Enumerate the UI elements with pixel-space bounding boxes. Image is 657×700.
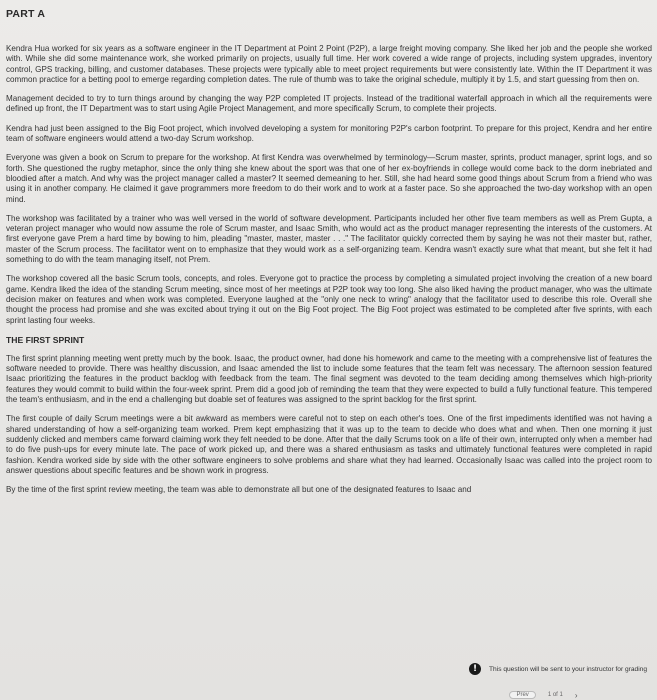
total-pages: 1 [559,692,563,698]
grading-notice [469,663,647,675]
paragraph: The workshop covered all the basic Scrum tools, concepts, and roles. Everyone got to practice the process by completing a simulated project involving the creation of a new board game. Kendra liked the idea of the standing Scrum meeting, since most of her meetings at P2P took way too long. She also liked having the product manager, who was the ultimate decision maker on features and when work was completed. Everyone laughed at the "only one neck to wring" analogy that the facilitator used to describe this role. Overall she thought the process had promise and she was excited about trying it out on the Big Foot project. The Big Foot project was estimated to be completed after five sprints, with each sprint lasting four weeks. [6,274,652,325]
section-heading: THE FIRST SPRINT [6,334,85,345]
paragraph: Kendra Hua worked for six years as a software engineer in the IT Department at Point 2 Point (P2P), a large freight moving company. She liked her job and the people she worked with. While she did some maintenance work, she worked primarily on projects, usually full time. Her work covered a wide range of projects, including system upgrades, inventory control, GPS tracking, billing, and customer databases. These projects were typically able to meet project requirements but were consistently late. Within the IT Department it was common practice for a betting pool to emerge regarding completion dates. The rule of thumb was to take the original schedule, multiply it by 1.5, and start guessing from then on. [6,44,652,84]
part-title: PART A [6,8,46,20]
prev-button[interactable]: Prev [509,691,535,699]
paragraph: The workshop was facilitated by a trainer who was well versed in the world of software development. Participants included her other five team members as well as Prem Gupta, a veteran project manager who would now assume the role of Scrum master, and Isaac Smith, who would act as the product manager representing the interests of the customers. At first everyone gave Prem a hard time by bowing to him, pleading "master, master, master . . ." The facilitator quickly corrected them by saying he was not their master but, rather, master of the Scrum process. The facilitator went on to emphasize that they would work as a self-organizing team. Kendra wasn't exactly sure what that meant, but she felt it had something to do with the team managing itself, not Prem. [6,213,652,265]
paragraph: The first couple of daily Scrum meetings were a bit awkward as members were careful not to step on each other's toes. One of the first impediments identified was not having a shared understanding of how a self-organizing team worked. Prem kept emphasizing that it was up to the team to decide who does what and when. Then one morning it just suddenly clicked and members came forward claiming work they felt needed to be done. After that the daily Scrums took on a life of their own, interrupted only when a member had to do five push-ups for every minute late. The pace of work picked up, and there was a shared enthusiasm as tasks and ultimately functional features were completed in rapid fashion. Kendra worked side by side with the other software engineers to solve problems and share what they had learned. Occasionally Isaac was called into the project room to answer questions about specific features and be shown work in progress. [6,414,652,475]
grading-notice-text: This question will be sent to your instructor for grading [489,665,647,673]
paragraph: By the time of the first sprint review meeting, the team was able to demonstrate all but one of the designated features to Isaac and [6,485,472,495]
paragraph: Management decided to try to turn things around by changing the way P2P completed IT projects. Instead of the traditional waterfall approach in which all the requirements were defined up front, the IT Department was to start using Agile Project Management, and more specifically Scrum, to complete their projects. [6,94,652,114]
paragraph: The first sprint planning meeting went pretty much by the book. Isaac, the product owner, had done his homework and came to the meeting with a comprehensive list of features the software needed to provide. There was healthy discussion, and Isaac amended the list to include some features that the team felt was necessary. The afternoon session featured Isaac prioritizing the features in the product backlog with feedback from the team. The final segment was devoted to the team deciding among themselves which high-priority features they would commit to build within the four-week sprint. Prem did a good job of reminding the team that they were expected to build a fully functional feature. This tempered the team's enthusiasm, and in the end a challenging but doable set of features was assigned to the sprint backlog for the first sprint. [6,353,652,405]
paragraph: Kendra had just been assigned to the Big Foot project, which involved developing a system for monitoring P2P's carbon footprint. To prepare for this project, Kendra and her entire team of software engineers would attend a two-day Scrum workshop. [6,123,652,144]
exclamation-icon: ! [469,663,481,675]
page-separator: of [552,692,558,698]
paragraph: Everyone was given a book on Scrum to prepare for the workshop. At first Kendra was overwhelmed by terminology—Scrum master, sprints, product manager, sprint logs, and so forth. She questioned the rugby metaphor, since the only thing she knew about the sport was that one of her ex-boyfriends in college would come back to the dorm inebriated and bloodied after a match. And why was the project manager called a master? It seemed demeaning to her. Still, she had heard some good things about Scrum from a friend who was using it in another company. He claimed it gave programmers more freedom to do their work and to work at a faster pace. So she approached the two-day workshop with an open mind. [6,153,652,204]
next-icon[interactable]: › [574,690,578,700]
document-body [6,44,652,504]
pagination [430,690,657,700]
page-indicator [548,692,563,698]
current-page: 1 [547,692,552,698]
